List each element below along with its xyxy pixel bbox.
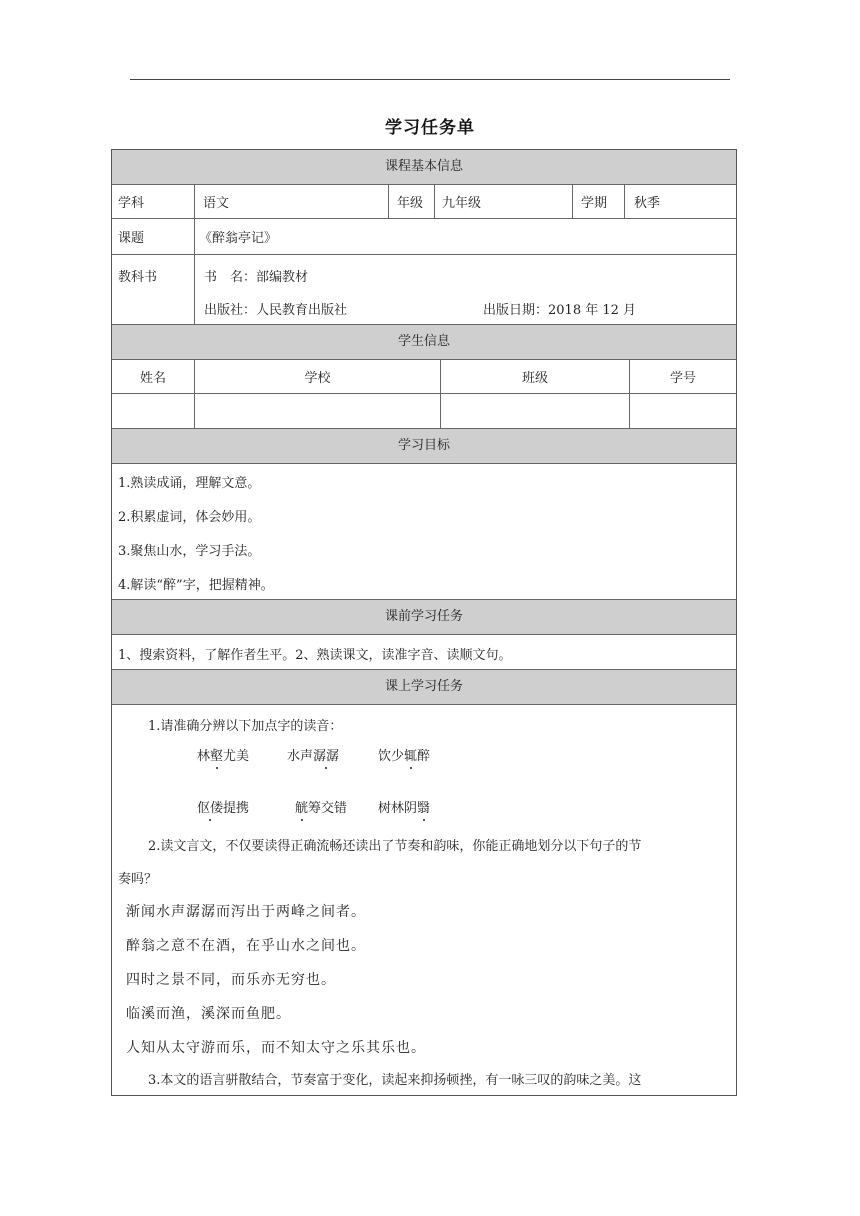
sentence-item: 醉翁之意不在酒，在乎山水之间也。 xyxy=(126,938,366,954)
column-student-id: 学号 xyxy=(629,360,736,393)
goal-item: 3.聚焦山水，学习手法。 xyxy=(118,544,261,559)
student-columns-row xyxy=(112,360,736,394)
textbook-details xyxy=(194,255,736,324)
pre-class-row xyxy=(112,635,736,670)
word-item: 伛偻提携 xyxy=(197,797,249,816)
word-item: 树林阴翳 xyxy=(378,797,430,816)
course-info-header xyxy=(112,150,736,185)
word-item: 觥筹交错 xyxy=(295,797,347,816)
book-name: 书 名：部编教材 xyxy=(204,270,309,285)
goals-header xyxy=(112,429,736,464)
goal-item: 4.解读“醉”字，把握精神。 xyxy=(118,578,274,593)
student-info-header-text: 学生信息 xyxy=(397,334,450,349)
task-1-prompt: 1.请准确分辨以下加点字的读音： xyxy=(148,719,343,734)
goals-list xyxy=(112,464,736,600)
word-item: 饮少辄醉 xyxy=(378,745,430,764)
term-label: 学期 xyxy=(572,185,624,218)
term-value: 秋季 xyxy=(624,185,736,218)
header-rule xyxy=(130,79,730,80)
pre-class-header xyxy=(112,600,736,635)
sentence-item: 临溪而渔，溪深而鱼肥。 xyxy=(126,1006,291,1022)
student-entry-row xyxy=(112,394,736,429)
topic-value: 《醉翁亭记》 xyxy=(194,219,736,254)
topic-label: 课题 xyxy=(118,231,145,246)
goal-item: 1.熟读成诵，理解文意。 xyxy=(118,476,261,491)
pre-class-text: 1、搜索资料，了解作者生平。2、熟读课文，读准字音、读顺文句。 xyxy=(118,648,512,663)
column-school: 学校 xyxy=(194,360,440,393)
goal-item: 2.积累虚词，体会妙用。 xyxy=(118,510,261,525)
topic-row xyxy=(112,219,736,255)
column-name: 姓名 xyxy=(139,371,166,386)
column-class: 班级 xyxy=(440,360,629,393)
in-class-content xyxy=(112,705,736,1095)
task-3-prompt-line1: 3.本文的语言骈散结合，节奏富于变化，读起来抑扬顿挫，有一咏三叹的韵味之美。这 xyxy=(148,1073,642,1088)
goals-header-text: 学习目标 xyxy=(397,438,450,453)
student-info-header xyxy=(112,325,736,360)
subject-row xyxy=(112,185,736,219)
word-item: 林壑尤美 xyxy=(197,745,249,764)
subject-value: 语文 xyxy=(194,185,388,218)
pre-class-header-text: 课前学习任务 xyxy=(384,609,463,624)
school-entry-cell[interactable] xyxy=(194,394,440,428)
sentence-item: 人知从太守游而乐，而不知太守之乐其乐也。 xyxy=(126,1040,426,1056)
course-info-header-text: 课程基本信息 xyxy=(384,159,463,174)
in-class-header-text: 课上学习任务 xyxy=(384,679,463,694)
document-title: 学习任务单 xyxy=(385,118,475,138)
word-item: 水声潺潺 xyxy=(287,745,339,764)
publisher: 出版社：人民教育出版社 xyxy=(204,303,348,318)
textbook-label: 教科书 xyxy=(118,270,158,285)
publish-date: 出版日期：2018 年 12 月 xyxy=(483,303,637,318)
grade-label: 年级 xyxy=(388,185,434,218)
sentence-item: 渐闻水声潺潺而泻出于两峰之间者。 xyxy=(126,904,366,920)
sentence-item: 四时之景不同，而乐亦无穷也。 xyxy=(126,972,336,988)
task-2-prompt-line2: 奏吗？ xyxy=(118,872,158,887)
task-sheet-table xyxy=(111,149,737,1096)
grade-value: 九年级 xyxy=(434,185,572,218)
textbook-row xyxy=(112,255,736,325)
in-class-header xyxy=(112,670,736,705)
subject-label: 学科 xyxy=(118,196,145,211)
class-entry-cell[interactable] xyxy=(440,394,629,428)
student-id-entry-cell[interactable] xyxy=(629,394,736,428)
name-entry-cell[interactable] xyxy=(112,394,194,428)
task-2-prompt-line1: 2.读文言文，不仅要读得正确流畅还读出了节奏和韵味，你能正确地划分以下句子的节 xyxy=(148,839,642,854)
